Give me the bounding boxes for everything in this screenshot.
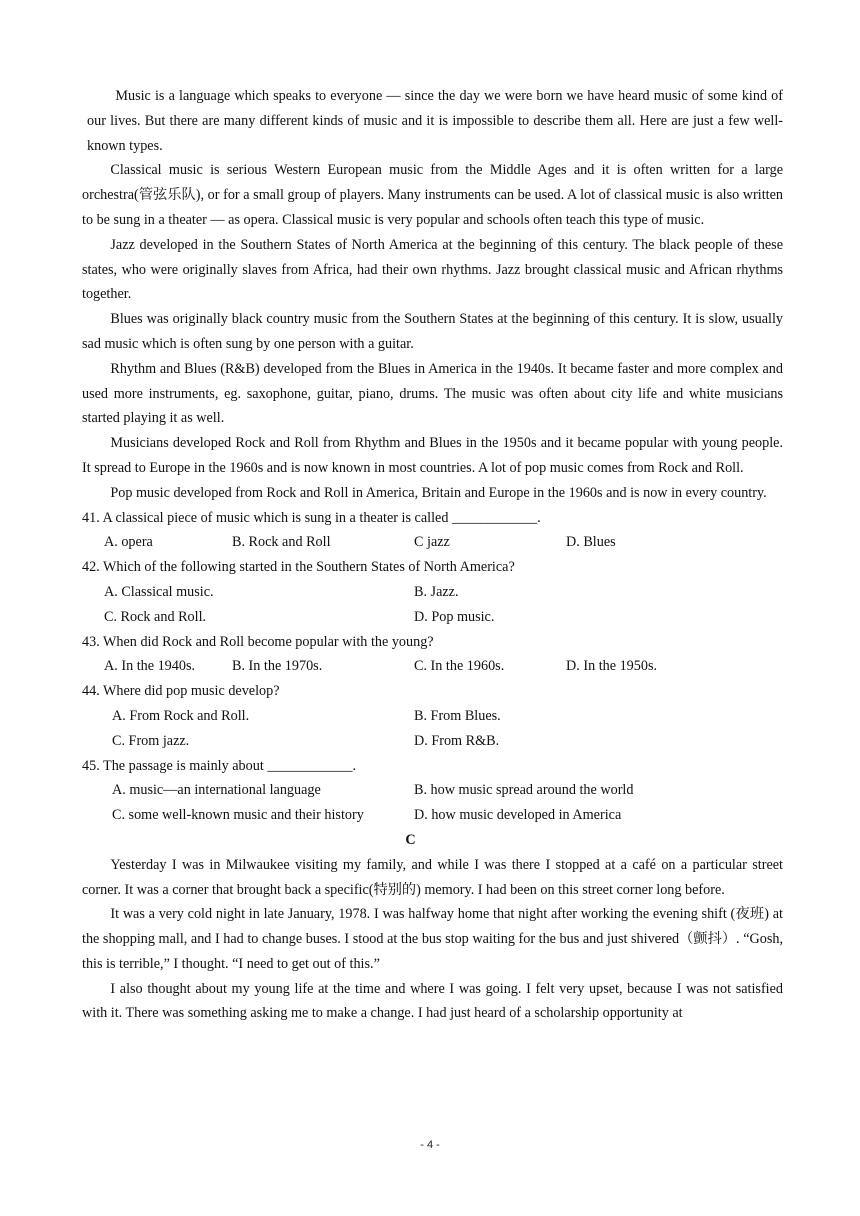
paragraph: I also thought about my young life at the time and where I was going. I felt very upset, because I was not satisfied with it. There was something asking me to make a change. I had just heard of a scholarship opportunity at	[82, 980, 783, 1022]
question-41-stem: 41. A classical piece of music which is sung in a theater is called ____________.	[82, 509, 541, 526]
option-d: D. In the 1950s.	[566, 658, 658, 675]
question-42-options-row1	[82, 580, 783, 605]
question-45-options-row1	[82, 778, 783, 803]
paragraph: It was a very cold night in late January, 1978. I was halfway home that night after working the evening shift (夜班) at the shopping mall, and I had to change buses. I stood at the bus stop waiting for the bus and just shivered（颤抖）. “Gosh, this is terrible,” I thought. “I need to get out of this.”	[82, 906, 783, 972]
question-44-options-row2	[82, 729, 783, 754]
question-list	[82, 506, 783, 828]
question-41-options	[82, 530, 783, 555]
option-b: B. Jazz.	[414, 583, 459, 600]
question-45-stem: 45. The passage is mainly about ____________.	[82, 757, 356, 774]
option-b: B. From Blues.	[414, 707, 501, 724]
option-c: C. Rock and Roll.	[104, 608, 207, 625]
question-42-stem: 42. Which of the following started in the Southern States of North America?	[82, 559, 515, 576]
paragraph: Blues was originally black country music from the Southern States at the beginning of this century. It is slow, usually sad music which is often sung by one person with a guitar.	[82, 311, 783, 352]
question-44-options-row1	[82, 704, 783, 729]
passage-b	[82, 84, 783, 506]
option-c: C jazz	[414, 534, 450, 551]
question-44-stem: 44. Where did pop music develop?	[82, 683, 280, 700]
option-a: A. Classical music.	[104, 583, 214, 600]
document-page	[82, 84, 783, 1026]
option-d: D. From R&B.	[414, 732, 500, 749]
option-c: C. From jazz.	[112, 732, 190, 749]
question-45-options-row2	[82, 803, 783, 828]
option-a: A. opera	[104, 534, 153, 551]
option-b: B. how music spread around the world	[414, 782, 634, 799]
section-c-heading: C	[405, 831, 416, 848]
paragraph: Musicians developed Rock and Roll from Rhythm and Blues in the 1950s and it became popular with young people. It spread to Europe in the 1960s and is now known in most countries. A lot of pop music comes from Rock and Roll.	[82, 435, 783, 476]
question-42-options-row2	[82, 605, 783, 630]
option-b: B. In the 1970s.	[232, 658, 323, 675]
question-43-stem: 43. When did Rock and Roll become popular with the young?	[82, 633, 434, 650]
option-a: A. In the 1940s.	[104, 658, 196, 675]
paragraph: Yesterday I was in Milwaukee visiting my family, and while I was there I stopped at a café on a particular street corner. It was a corner that brought back a specific(特别的) memory. I had been on this street corner long before.	[82, 856, 783, 898]
paragraph: Pop music developed from Rock and Roll in America, Britain and Europe in the 1960s and is now in every country.	[110, 484, 767, 501]
option-c: C. some well-known music and their history	[112, 807, 364, 824]
option-d: D. how music developed in America	[414, 807, 622, 824]
option-a: A. From Rock and Roll.	[112, 707, 250, 724]
paragraph: Classical music is serious Western European music from the Middle Ages and it is often written for a large orchestra(管弦乐队), or for a small group of players. Many instruments can be used. A lot of classical music is also written to be sung in a theater — as opera. Classical music is very popular and schools often teach this type of music.	[82, 162, 783, 228]
option-d: D. Pop music.	[414, 608, 495, 625]
page-number: - 4 -	[420, 1139, 440, 1151]
paragraph: Rhythm and Blues (R&B) developed from the Blues in America in the 1940s. It became faster and more complex and used more instruments, eg. saxophone, guitar, piano, drums. The music was often about city life and white musicians started playing it as well.	[82, 360, 783, 427]
passage-c	[82, 853, 783, 1027]
option-a: A. music—an international language	[112, 782, 321, 799]
paragraph: Music is a language which speaks to everyone — since the day we were born we have heard music of some kind of our lives. But there are many different kinds of music and it is impossible to describe them all. Here are just a few well-known types.	[87, 88, 783, 154]
question-43-options	[82, 654, 783, 679]
option-b: B. Rock and Roll	[232, 534, 331, 551]
paragraph: Jazz developed in the Southern States of North America at the beginning of this century. The black people of these states, who were originally slaves from Africa, had their own rhythms. Jazz brought classical music and African rhythms together.	[82, 236, 783, 303]
option-d: D. Blues	[566, 534, 616, 551]
option-c: C. In the 1960s.	[414, 658, 505, 675]
